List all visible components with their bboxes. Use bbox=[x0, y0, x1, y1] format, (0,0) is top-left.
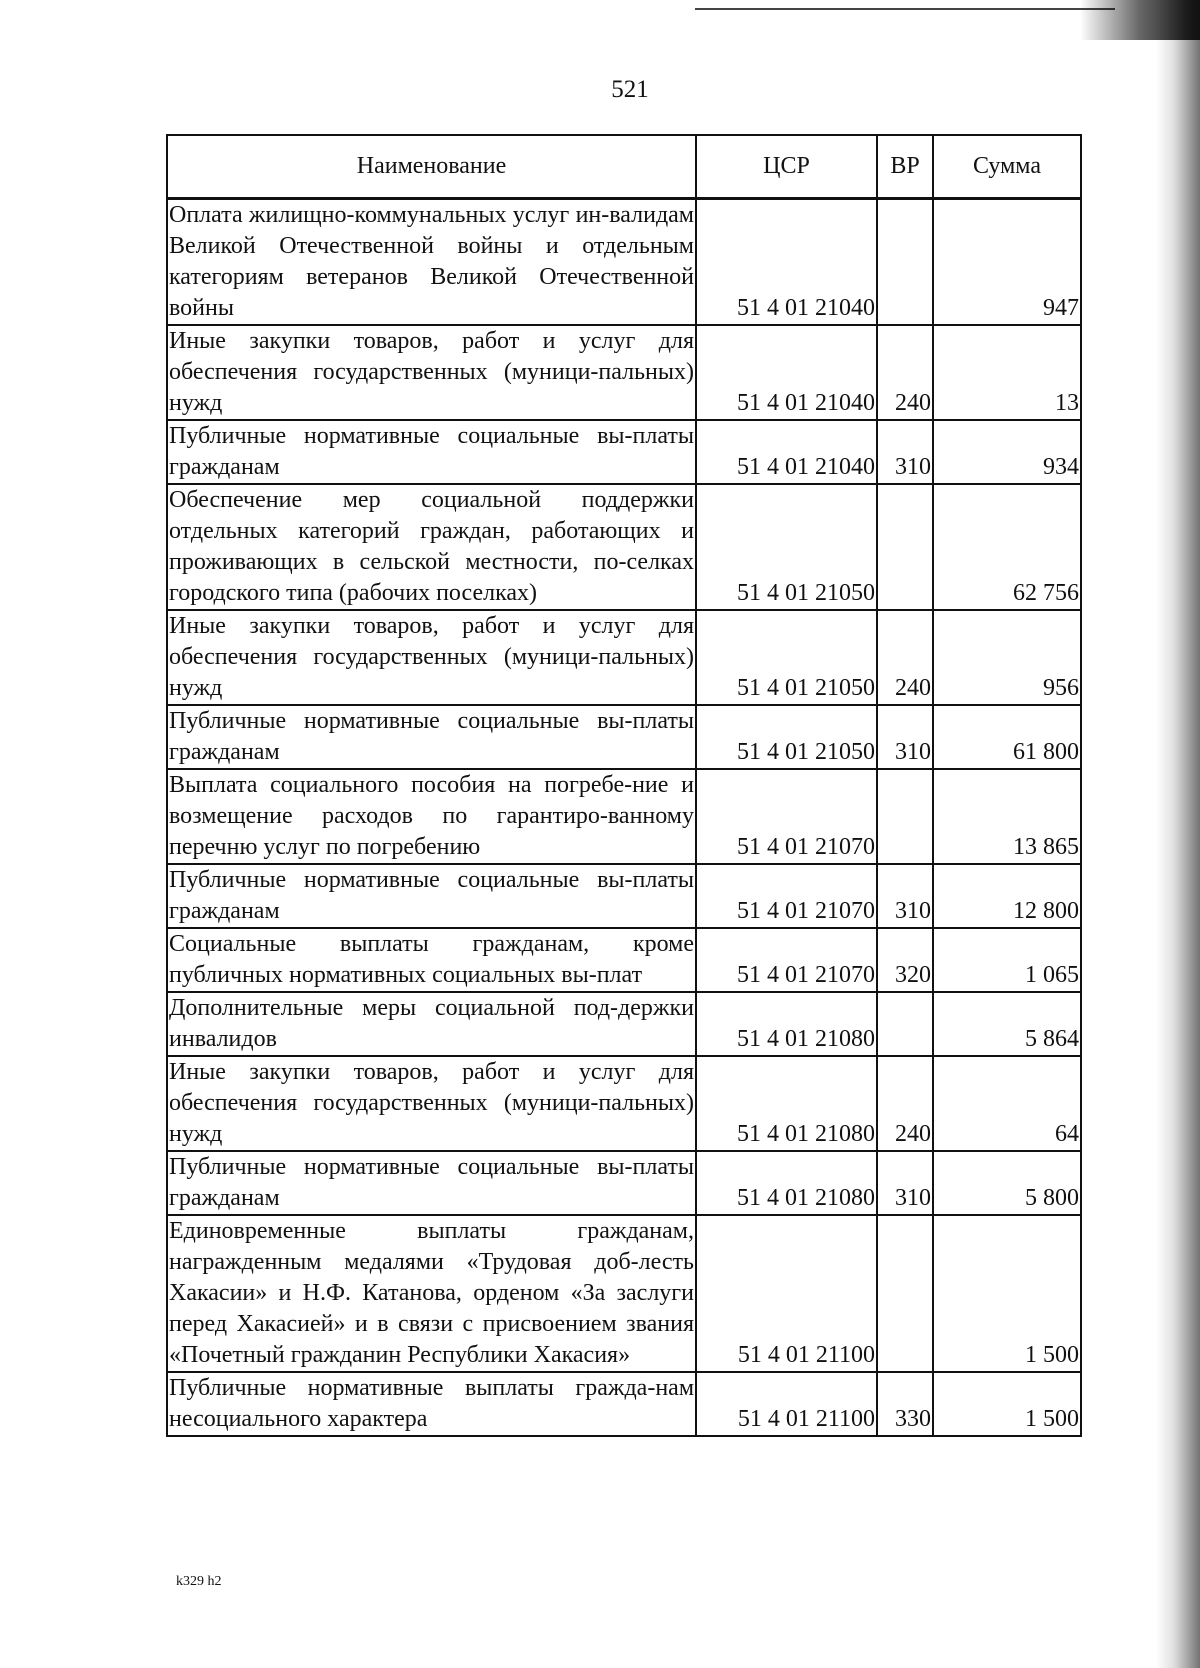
row-vr: 310 bbox=[877, 420, 933, 484]
table-row bbox=[167, 484, 1081, 610]
row-vr: 310 bbox=[877, 1151, 933, 1215]
table-row bbox=[167, 769, 1081, 864]
row-csr: 51 4 01 21070 bbox=[696, 928, 877, 992]
table-row bbox=[167, 1215, 1081, 1372]
row-sum: 61 800 bbox=[933, 705, 1081, 769]
row-name: Публичные нормативные социальные вы-платы гражданам bbox=[167, 864, 696, 928]
row-csr: 51 4 01 21080 bbox=[696, 1151, 877, 1215]
row-vr: 240 bbox=[877, 325, 933, 420]
row-csr: 51 4 01 21040 bbox=[696, 325, 877, 420]
row-sum: 1 065 bbox=[933, 928, 1081, 992]
table-header-row bbox=[167, 135, 1081, 199]
row-csr: 51 4 01 21040 bbox=[696, 420, 877, 484]
row-vr: 310 bbox=[877, 705, 933, 769]
row-sum: 13 865 bbox=[933, 769, 1081, 864]
row-sum: 62 756 bbox=[933, 484, 1081, 610]
row-name: Дополнительные меры социальной под-держки инвалидов bbox=[167, 992, 696, 1056]
scan-shadow-edge bbox=[1156, 0, 1200, 1668]
row-sum: 13 bbox=[933, 325, 1081, 420]
table-row bbox=[167, 705, 1081, 769]
row-csr: 51 4 01 21070 bbox=[696, 769, 877, 864]
row-name: Иные закупки товаров, работ и услуг для обеспечения государственных (муници-пальных) нужд bbox=[167, 610, 696, 705]
budget-table bbox=[166, 134, 1082, 1437]
row-name: Обеспечение мер социальной поддержки отдельных категорий граждан, работающих и проживающих в сельской местности, по-селках городского типа (рабочих поселках) bbox=[167, 484, 696, 610]
row-csr: 51 4 01 21080 bbox=[696, 992, 877, 1056]
row-sum: 934 bbox=[933, 420, 1081, 484]
row-sum: 1 500 bbox=[933, 1215, 1081, 1372]
row-sum: 5 864 bbox=[933, 992, 1081, 1056]
table-row bbox=[167, 992, 1081, 1056]
table-row bbox=[167, 864, 1081, 928]
table-row bbox=[167, 928, 1081, 992]
table-row bbox=[167, 1372, 1081, 1436]
row-vr bbox=[877, 1215, 933, 1372]
scan-shadow-corner bbox=[1080, 0, 1200, 40]
row-csr: 51 4 01 21100 bbox=[696, 1372, 877, 1436]
row-name: Публичные нормативные социальные вы-платы гражданам bbox=[167, 420, 696, 484]
table-row bbox=[167, 420, 1081, 484]
row-name: Социальные выплаты гражданам, кроме публичных нормативных социальных вы-плат bbox=[167, 928, 696, 992]
table-row bbox=[167, 325, 1081, 420]
row-vr: 330 bbox=[877, 1372, 933, 1436]
row-vr: 240 bbox=[877, 1056, 933, 1151]
row-csr: 51 4 01 21070 bbox=[696, 864, 877, 928]
row-vr bbox=[877, 769, 933, 864]
row-name: Иные закупки товаров, работ и услуг для обеспечения государственных (муници-пальных) нужд bbox=[167, 1056, 696, 1151]
table-row bbox=[167, 199, 1081, 326]
table-row bbox=[167, 1056, 1081, 1151]
table-row bbox=[167, 1151, 1081, 1215]
row-vr bbox=[877, 992, 933, 1056]
row-vr bbox=[877, 484, 933, 610]
row-sum: 947 bbox=[933, 199, 1081, 326]
row-name: Единовременные выплаты гражданам, награжденным медалями «Трудовая доб-лесть Хакасии» и Н.Ф. Катанова, орденом «За заслуги перед Хакасией» и в связи с присвоением звания «Почетный гражданин Республики Хакасия» bbox=[167, 1215, 696, 1372]
row-csr: 51 4 01 21100 bbox=[696, 1215, 877, 1372]
row-vr: 320 bbox=[877, 928, 933, 992]
table-row bbox=[167, 610, 1081, 705]
row-csr: 51 4 01 21080 bbox=[696, 1056, 877, 1151]
row-name: Иные закупки товаров, работ и услуг для обеспечения государственных (муници-пальных) нужд bbox=[167, 325, 696, 420]
row-vr bbox=[877, 199, 933, 326]
row-name: Публичные нормативные социальные вы-платы гражданам bbox=[167, 1151, 696, 1215]
header-csr: ЦСР bbox=[696, 135, 877, 199]
row-vr: 310 bbox=[877, 864, 933, 928]
row-sum: 5 800 bbox=[933, 1151, 1081, 1215]
row-name: Выплата социального пособия на погребе-ние и возмещение расходов по гарантиро-ванному перечню услуг по погребению bbox=[167, 769, 696, 864]
row-name: Публичные нормативные социальные вы-платы гражданам bbox=[167, 705, 696, 769]
document-code: k329 h2 bbox=[176, 1574, 222, 1589]
row-name: Оплата жилищно-коммунальных услуг ин-валидам Великой Отечественной войны и отдельным категориям ветеранов Великой Отечественной войны bbox=[167, 199, 696, 326]
header-vr: ВР bbox=[877, 135, 933, 199]
row-sum: 64 bbox=[933, 1056, 1081, 1151]
page-number: 521 bbox=[611, 76, 649, 103]
header-sum: Сумма bbox=[933, 135, 1081, 199]
scan-top-line bbox=[695, 8, 1115, 10]
row-sum: 12 800 bbox=[933, 864, 1081, 928]
row-vr: 240 bbox=[877, 610, 933, 705]
row-name: Публичные нормативные выплаты гражда-нам несоциального характера bbox=[167, 1372, 696, 1436]
row-csr: 51 4 01 21050 bbox=[696, 705, 877, 769]
row-csr: 51 4 01 21040 bbox=[696, 199, 877, 326]
row-sum: 956 bbox=[933, 610, 1081, 705]
header-name: Наименование bbox=[167, 135, 696, 199]
row-sum: 1 500 bbox=[933, 1372, 1081, 1436]
row-csr: 51 4 01 21050 bbox=[696, 484, 877, 610]
row-csr: 51 4 01 21050 bbox=[696, 610, 877, 705]
